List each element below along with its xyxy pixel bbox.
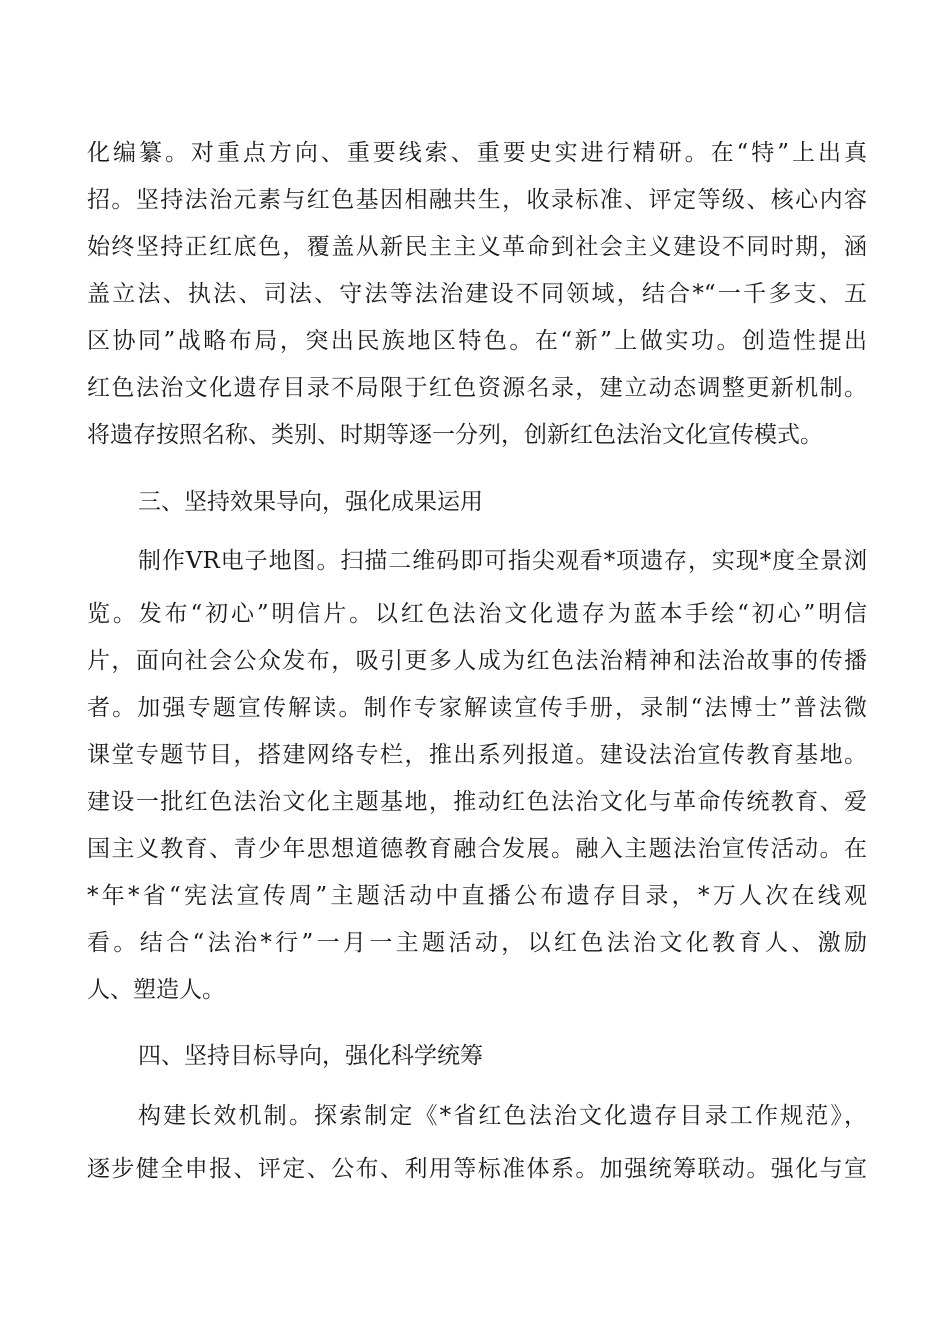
body-text-line: 逐步健全申报、评定、公布、利用等标准体系。加强统筹联动。强化与宣: [87, 1156, 867, 1182]
body-text-line: 者。加强专题宣传解读。制作专家解读宣传手册，录制“法博士”普法微: [87, 695, 867, 721]
body-text-line: 片，面向社会公众发布，吸引更多人成为红色法治精神和法治故事的传播: [87, 648, 867, 674]
body-text-line: 课堂专题节目，搭建网络专栏，推出系列报道。建设法治宣传教育基地。: [87, 742, 867, 768]
body-text-line: 制作VR电子地图。扫描二维码即可指尖观看*项遗存，实现*度全景浏: [138, 548, 867, 574]
body-text-line: 将遗存按照名称、类别、时期等逐一分列，创新红色法治文化宣传模式。: [87, 422, 823, 448]
body-text-line: 始终坚持正红底色，覆盖从新民主主义革命到社会主义建设不同时期，涵: [87, 234, 867, 260]
body-text-line: *年*省“宪法宣传周”主题活动中直播公布遗存目录，*万人次在线观: [87, 883, 867, 909]
body-text-line: 建设一批红色法治文化主题基地，推动红色法治文化与革命传统教育、爱: [87, 789, 867, 815]
body-text-line: 人、塑造人。: [87, 977, 225, 1003]
section-heading-4: 四、坚持目标导向，强化科学统筹: [138, 1043, 483, 1069]
body-text-line: 招。坚持法治元素与红色基因相融共生，收录标准、评定等级、核心内容: [87, 187, 867, 213]
body-text-line: 区协同”战略布局，突出民族地区特色。在“新”上做实功。创造性提出: [87, 328, 867, 354]
body-text-line: 看。结合“法治*行”一月一主题活动，以红色法治文化教育人、激励: [87, 930, 867, 956]
body-text-line: 构建长效机制。探索制定《*省红色法治文化遗存目录工作规范》，: [138, 1103, 867, 1129]
body-text-line: 红色法治文化遗存目录不局限于红色资源名录，建立动态调整更新机制。: [87, 375, 867, 401]
body-text-line: 览。发布“初心”明信片。以红色法治文化遗存为蓝本手绘“初心”明信: [87, 601, 867, 627]
body-text-line: 国主义教育、青少年思想道德教育融合发展。融入主题法治宣传活动。在: [87, 836, 867, 862]
body-text-line: 盖立法、执法、司法、守法等法治建设不同领域，结合*“一千多支、五: [87, 281, 867, 307]
body-text-line: 化编纂。对重点方向、重要线索、重要史实进行精研。在“特”上出真: [87, 140, 867, 166]
section-heading-3: 三、坚持效果导向，强化成果运用: [138, 489, 483, 515]
